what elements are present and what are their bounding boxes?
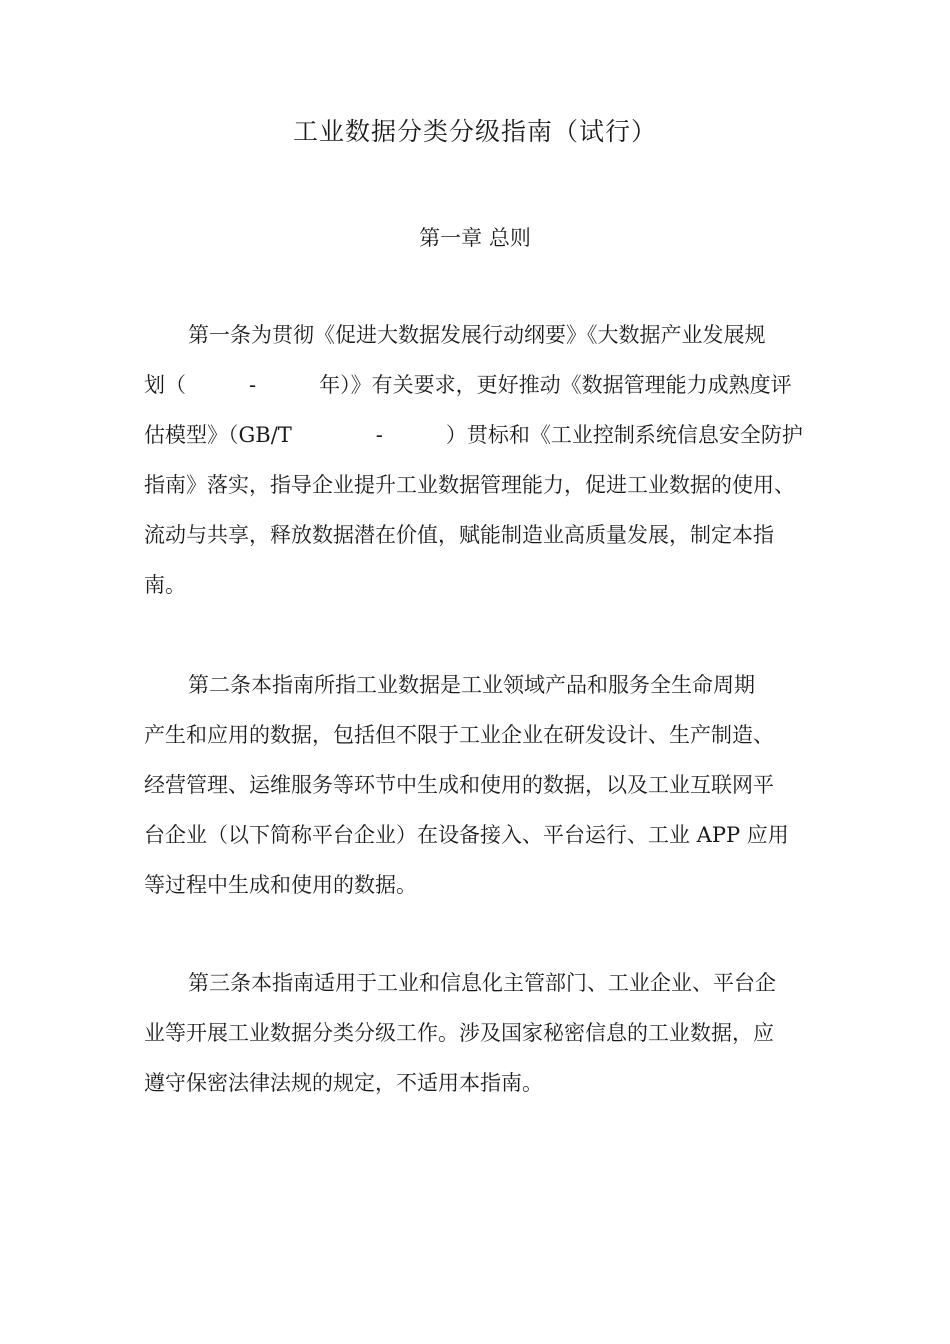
article-line: 等过程中生成和使用的数据。 <box>144 873 417 897</box>
article-line: 业等开展工业数据分类分级工作。涉及国家秘密信息的工业数据，应 <box>144 1021 774 1045</box>
article-line: 划（ - 年）》有关要求，更好推动《数据管理能力成熟度评 <box>144 373 792 397</box>
article-3 <box>144 958 808 1108</box>
article-line: 流动与共享，释放数据潜在价值，赋能制造业高质量发展，制定本指 <box>144 523 774 547</box>
article-line: 南。 <box>144 573 186 597</box>
article-1 <box>144 310 808 610</box>
article-line: 经营管理、运维服务等环节中生成和使用的数据，以及工业互联网平 <box>144 773 774 797</box>
article-line: 第一条为贯彻《促进大数据发展行动纲要》《大数据产业发展规 <box>188 323 766 347</box>
article-line: 第三条本指南适用于工业和信息化主管部门、工业企业、平台企 <box>188 971 776 995</box>
article-2 <box>144 660 808 910</box>
article-line: 第二条本指南所指工业数据是工业领域产品和服务全生命周期 <box>188 673 755 697</box>
article-line: 估模型》（GB/T - ）贯标和《工业控制系统信息安全防护 <box>144 423 803 447</box>
chapter-title: 第一章 总则 <box>419 226 531 250</box>
article-line: 遵守保密法律法规的规定，不适用本指南。 <box>144 1071 543 1095</box>
document-title: 工业数据分类分级指南（试行） <box>292 117 657 146</box>
article-line: 产生和应用的数据，包括但不限于工业企业在研发设计、生产制造、 <box>144 723 774 747</box>
article-line: 台企业（以下简称平台企业）在设备接入、平台运行、工业 APP 应用 <box>144 823 789 847</box>
article-line: 指南》落实，指导企业提升工业数据管理能力，促进工业数据的使用、 <box>144 473 795 497</box>
